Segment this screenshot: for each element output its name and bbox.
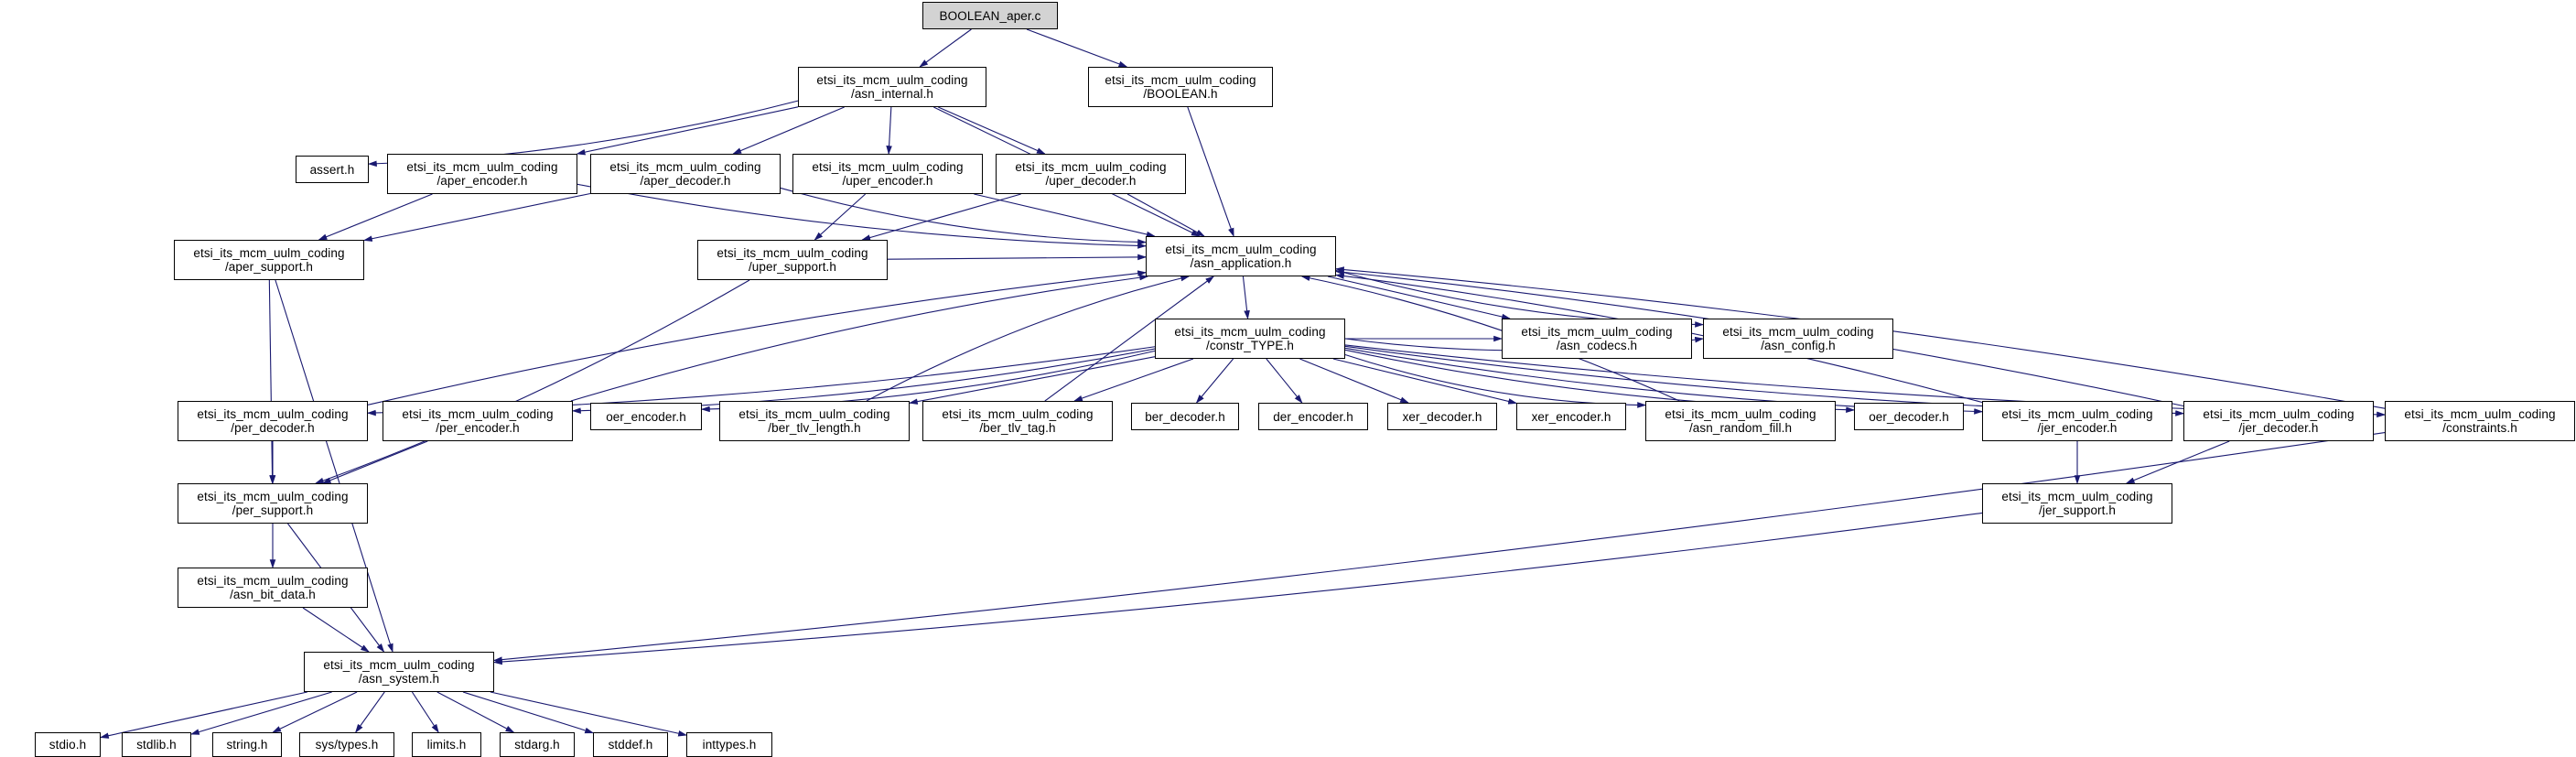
graph-edge: [862, 194, 1020, 240]
graph-node-label: ber_decoder.h: [1145, 409, 1225, 424]
graph-node-label: etsi_its_mcm_uulm_coding: [738, 407, 890, 421]
graph-node-label: xer_decoder.h: [1402, 409, 1482, 424]
graph-edge: [1074, 359, 1193, 401]
graph-edge: [888, 257, 1146, 259]
graph-edge: [1333, 359, 1516, 403]
graph-node-label: oer_encoder.h: [606, 409, 686, 424]
graph-edge: [814, 194, 865, 240]
graph-edge: [101, 692, 307, 738]
graph-node-label: /jer_decoder.h: [2238, 421, 2319, 435]
graph-node-label: etsi_its_mcm_uulm_coding: [402, 407, 554, 421]
graph-node-label: stdlib.h: [136, 738, 177, 752]
graph-edge: [368, 273, 1146, 406]
graph-node-label: /jer_support.h: [2039, 503, 2116, 517]
graph-node[interactable]: [299, 732, 394, 757]
graph-edge: [974, 194, 1154, 236]
graph-node-label: /aper_support.h: [224, 260, 314, 274]
graph-node-label: etsi_its_mcm_uulm_coding: [1105, 73, 1256, 87]
graph-node-label: /asn_bit_data.h: [230, 588, 316, 601]
graph-node[interactable]: [1387, 403, 1497, 430]
graph-node[interactable]: [1854, 403, 1964, 430]
graph-node-label: etsi_its_mcm_uulm_coding: [2001, 490, 2153, 503]
graph-node-label: etsi_its_mcm_uulm_coding: [1174, 325, 1326, 339]
graph-node-label: etsi_its_mcm_uulm_coding: [816, 73, 968, 87]
graph-node-label: etsi_its_mcm_uulm_coding: [323, 658, 475, 672]
graph-node[interactable]: [296, 156, 369, 183]
graph-node-label: etsi_its_mcm_uulm_coding: [609, 160, 761, 174]
graph-edge: [1127, 194, 1204, 236]
graph-edge: [781, 188, 1146, 242]
graph-node[interactable]: [1155, 319, 1345, 359]
graph-node[interactable]: [996, 154, 1186, 194]
graph-edge: [494, 513, 1982, 662]
graph-node[interactable]: [212, 732, 282, 757]
graph-node[interactable]: [2183, 401, 2374, 441]
graph-node-label: /uper_decoder.h: [1045, 174, 1137, 188]
graph-node-label: /uper_support.h: [748, 260, 837, 274]
graph-node[interactable]: [174, 240, 364, 280]
graph-node-label: limits.h: [426, 738, 467, 752]
graph-node[interactable]: [593, 732, 668, 757]
graph-node-label: /asn_codecs.h: [1556, 339, 1638, 352]
graph-node-label: inttypes.h: [702, 738, 757, 752]
graph-node-label: stddef.h: [608, 738, 653, 752]
graph-edge: [316, 280, 749, 483]
graph-node-label: /per_decoder.h: [231, 421, 315, 435]
graph-edge: [1336, 270, 1703, 324]
graph-node[interactable]: [178, 401, 368, 441]
graph-node[interactable]: [792, 154, 983, 194]
graph-node-label: /constr_TYPE.h: [1206, 339, 1294, 352]
graph-node-label: /per_support.h: [232, 503, 314, 517]
graph-node-label: xer_encoder.h: [1531, 409, 1611, 424]
graph-edge: [733, 107, 844, 154]
graph-node-label: etsi_its_mcm_uulm_coding: [812, 160, 964, 174]
graph-node[interactable]: [178, 568, 368, 608]
graph-edge: [1027, 29, 1126, 67]
graph-node[interactable]: [1502, 319, 1692, 359]
graph-edge: [2127, 441, 2229, 483]
graph-node-label: /ber_tlv_tag.h: [979, 421, 1056, 435]
graph-node[interactable]: [383, 401, 573, 441]
graph-edge: [1328, 276, 1510, 319]
graph-node-label: /per_encoder.h: [436, 421, 520, 435]
graph-node[interactable]: [412, 732, 481, 757]
graph-node[interactable]: [387, 154, 577, 194]
graph-node-label: sys/types.h: [315, 738, 379, 752]
graph-edge: [571, 276, 1148, 401]
graph-node[interactable]: [798, 67, 986, 107]
graph-node[interactable]: [590, 154, 781, 194]
graph-edge: [191, 692, 332, 734]
graph-node-label: etsi_its_mcm_uulm_coding: [1665, 407, 1816, 421]
graph-edge: [319, 194, 433, 240]
graph-edge: [1345, 354, 1645, 405]
graph-node-label: /constraints.h: [2442, 421, 2517, 435]
graph-edge: [1266, 359, 1302, 403]
graph-node-label: /asn_config.h: [1761, 339, 1836, 352]
graph-node-label: /aper_decoder.h: [640, 174, 731, 188]
graph-edge: [269, 280, 272, 483]
graph-node[interactable]: [304, 652, 494, 692]
graph-node[interactable]: [686, 732, 772, 757]
graph-node-label: der_encoder.h: [1273, 409, 1353, 424]
graph-node-label: /ber_tlv_length.h: [768, 421, 861, 435]
graph-node-label: stdarg.h: [514, 738, 560, 752]
graph-edge: [1243, 276, 1247, 319]
graph-edge: [356, 692, 385, 732]
graph-node[interactable]: [922, 2, 1058, 29]
graph-node-label: BOOLEAN_aper.c: [939, 8, 1041, 23]
graph-node[interactable]: [1703, 319, 1893, 359]
graph-edge: [938, 107, 1044, 154]
graph-edge: [494, 433, 2385, 661]
graph-node-label: /asn_internal.h: [850, 87, 934, 101]
graph-node-label: etsi_its_mcm_uulm_coding: [193, 246, 345, 260]
graph-edge: [867, 276, 1189, 401]
graph-node-label: /asn_application.h: [1190, 256, 1292, 270]
graph-node-label: /BOOLEAN.h: [1143, 87, 1218, 101]
graph-edge: [1188, 107, 1234, 236]
graph-node[interactable]: [719, 401, 910, 441]
graph-edge: [412, 692, 438, 732]
graph-node-label: etsi_its_mcm_uulm_coding: [717, 246, 868, 260]
graph-edge: [463, 692, 593, 733]
graph-node[interactable]: [697, 240, 888, 280]
graph-node[interactable]: [122, 732, 191, 757]
graph-node-label: etsi_its_mcm_uulm_coding: [1015, 160, 1167, 174]
graph-edge: [303, 608, 369, 652]
graph-node[interactable]: [1516, 403, 1626, 430]
graph-node[interactable]: [1258, 403, 1368, 430]
graph-node[interactable]: [2385, 401, 2575, 441]
graph-edge: [1197, 359, 1234, 403]
graph-node[interactable]: [178, 483, 368, 524]
graph-node-label: etsi_its_mcm_uulm_coding: [942, 407, 1094, 421]
graph-node[interactable]: [922, 401, 1113, 441]
graph-node-label: oer_decoder.h: [1869, 409, 1949, 424]
graph-node[interactable]: [1645, 401, 1836, 441]
graph-node[interactable]: [1982, 401, 2172, 441]
graph-node-label: string.h: [226, 738, 268, 752]
graph-node-label: etsi_its_mcm_uulm_coding: [1165, 243, 1317, 256]
graph-node-label: /uper_encoder.h: [842, 174, 933, 188]
graph-node-label: etsi_its_mcm_uulm_coding: [406, 160, 558, 174]
graph-node-label: /aper_encoder.h: [437, 174, 528, 188]
graph-edge: [323, 441, 427, 483]
graph-node[interactable]: [1131, 403, 1239, 430]
graph-node-label: /asn_random_fill.h: [1688, 421, 1793, 435]
graph-edge: [490, 692, 686, 735]
graph-node-label: etsi_its_mcm_uulm_coding: [197, 407, 349, 421]
graph-node-label: etsi_its_mcm_uulm_coding: [2404, 407, 2556, 421]
graph-node[interactable]: [1088, 67, 1273, 107]
graph-edge: [1299, 359, 1408, 403]
graph-node-label: etsi_its_mcm_uulm_coding: [1722, 325, 1874, 339]
graph-edge: [273, 692, 357, 732]
graph-node[interactable]: [590, 403, 702, 430]
graph-edge: [577, 107, 798, 154]
graph-node-label: etsi_its_mcm_uulm_coding: [197, 490, 349, 503]
graph-edge: [889, 107, 891, 154]
graph-edge: [364, 193, 590, 240]
graph-node-label: /jer_encoder.h: [2037, 421, 2118, 435]
graph-node-label: /asn_system.h: [358, 672, 440, 686]
graph-node[interactable]: [35, 732, 101, 757]
graph-node-label: assert.h: [309, 162, 355, 177]
graph-node-label: stdio.h: [49, 738, 87, 752]
graph-edge: [920, 29, 971, 67]
graph-node[interactable]: [500, 732, 575, 757]
graph-node[interactable]: [1146, 236, 1336, 276]
graph-node-label: etsi_its_mcm_uulm_coding: [2203, 407, 2355, 421]
graph-edge: [910, 357, 1155, 404]
graph-edge: [437, 692, 514, 732]
graph-node[interactable]: [1982, 483, 2172, 524]
graph-node-label: etsi_its_mcm_uulm_coding: [2001, 407, 2153, 421]
graph-node-label: etsi_its_mcm_uulm_coding: [197, 574, 349, 588]
graph-node-label: etsi_its_mcm_uulm_coding: [1521, 325, 1673, 339]
